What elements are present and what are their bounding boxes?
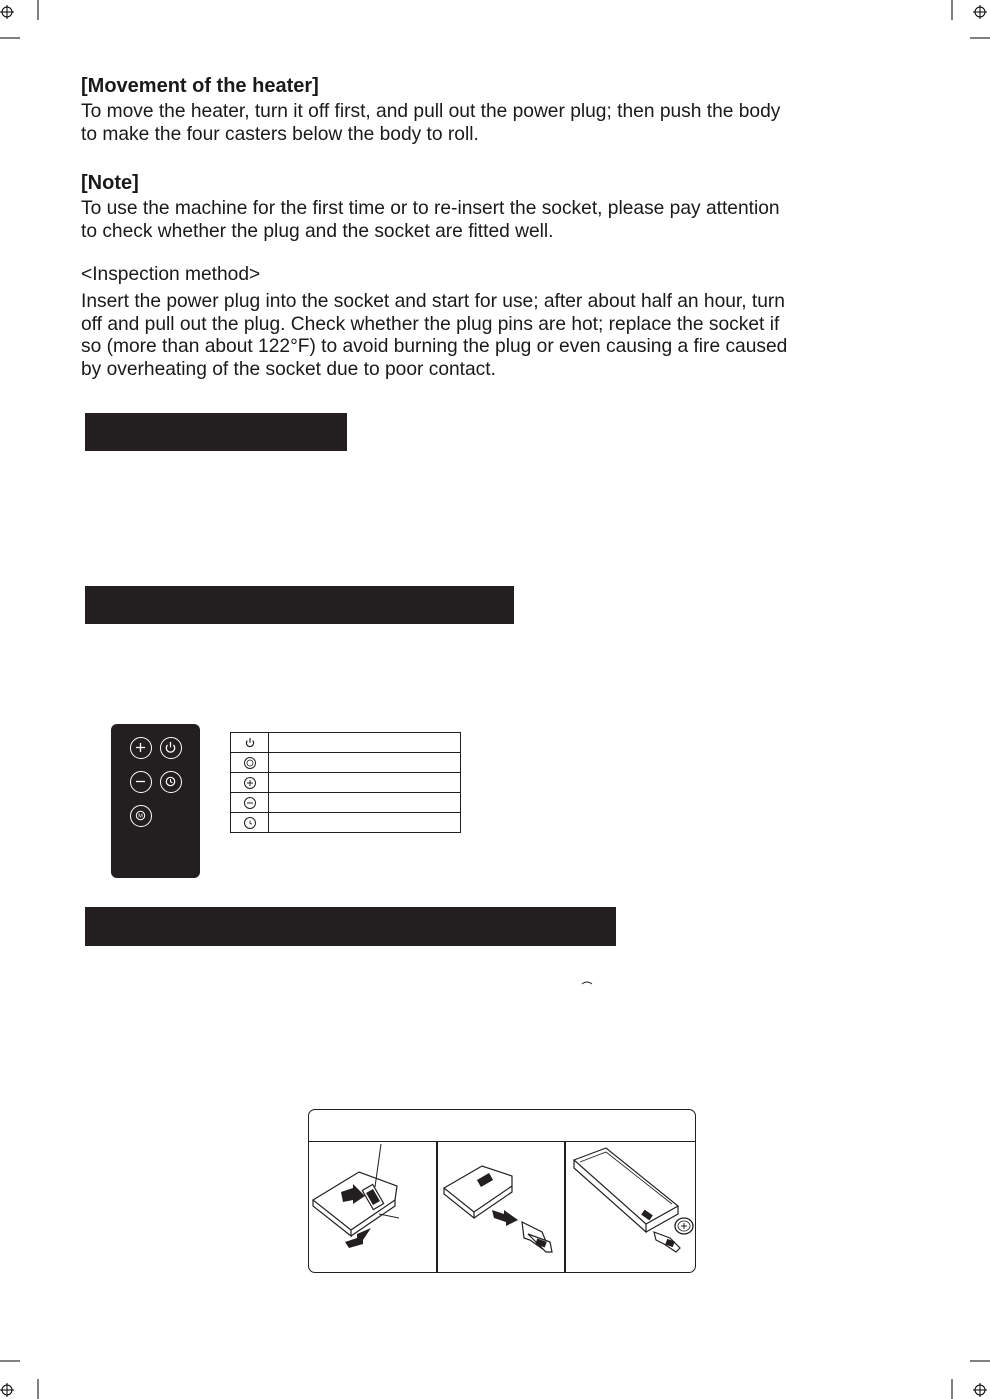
note-line: to check whether the plug and the socket are fitted well. <box>81 220 554 242</box>
inspection-line: off and pull out the plug. Check whether the plug pins are hot; replace the socket if <box>81 313 780 335</box>
diagram-header <box>309 1110 695 1142</box>
inspection-title: <Inspection method> <box>81 264 261 285</box>
plus-icon <box>231 773 269 793</box>
battery-step-1-illustration <box>309 1142 435 1270</box>
remote-control <box>111 724 200 878</box>
crop-mark-bottom-right <box>940 1354 990 1399</box>
remote-key-table <box>230 732 461 833</box>
minus-icon <box>231 793 269 813</box>
power-icon <box>160 737 182 759</box>
minus-icon <box>130 771 152 793</box>
inspection-line: Insert the power plug into the socket and start for use; after about half an hour, turn <box>81 291 785 312</box>
movement-heading: [Movement of the heater] <box>81 75 319 97</box>
key-description <box>269 753 461 773</box>
key-description <box>269 793 461 813</box>
timer-icon <box>231 813 269 833</box>
section-bar <box>85 907 616 946</box>
battery-step-3-illustration <box>566 1142 696 1270</box>
table-row <box>231 793 461 813</box>
key-description <box>269 813 461 833</box>
crop-mark-top-left <box>0 0 50 45</box>
movement-line: to make the four casters below the body to roll. <box>81 123 479 145</box>
movement-paragraph <box>81 101 911 146</box>
note-heading: [Note] <box>81 172 139 194</box>
table-row <box>231 813 461 833</box>
svg-text:M: M <box>138 813 143 820</box>
note-paragraph <box>81 198 911 243</box>
note-line: To use the machine for the first time or to re-insert the socket, please pay attention <box>81 198 780 219</box>
power-icon <box>231 733 269 753</box>
key-description <box>269 733 461 753</box>
small-mark <box>580 980 594 986</box>
section-bar <box>85 413 347 451</box>
plus-icon <box>130 737 152 759</box>
battery-step-2-illustration <box>438 1142 564 1270</box>
crop-mark-bottom-left <box>0 1354 50 1399</box>
timer-icon <box>160 771 182 793</box>
inspection-paragraph <box>81 291 911 381</box>
movement-line: To move the heater, turn it off first, and pull out the power plug; then push the body <box>81 101 781 122</box>
section-bar <box>85 586 514 624</box>
mode-icon <box>130 805 152 827</box>
inspection-line: so (more than about 122°F) to avoid burning the plug or even causing a fire caused <box>81 336 788 357</box>
mode-icon <box>231 753 269 773</box>
table-row <box>231 753 461 773</box>
inspection-line: by overheating of the socket due to poor contact. <box>81 358 496 380</box>
crop-mark-top-right <box>940 0 990 45</box>
table-row <box>231 773 461 793</box>
table-row <box>231 733 461 753</box>
battery-replacement-diagram <box>308 1109 696 1273</box>
key-description <box>269 773 461 793</box>
